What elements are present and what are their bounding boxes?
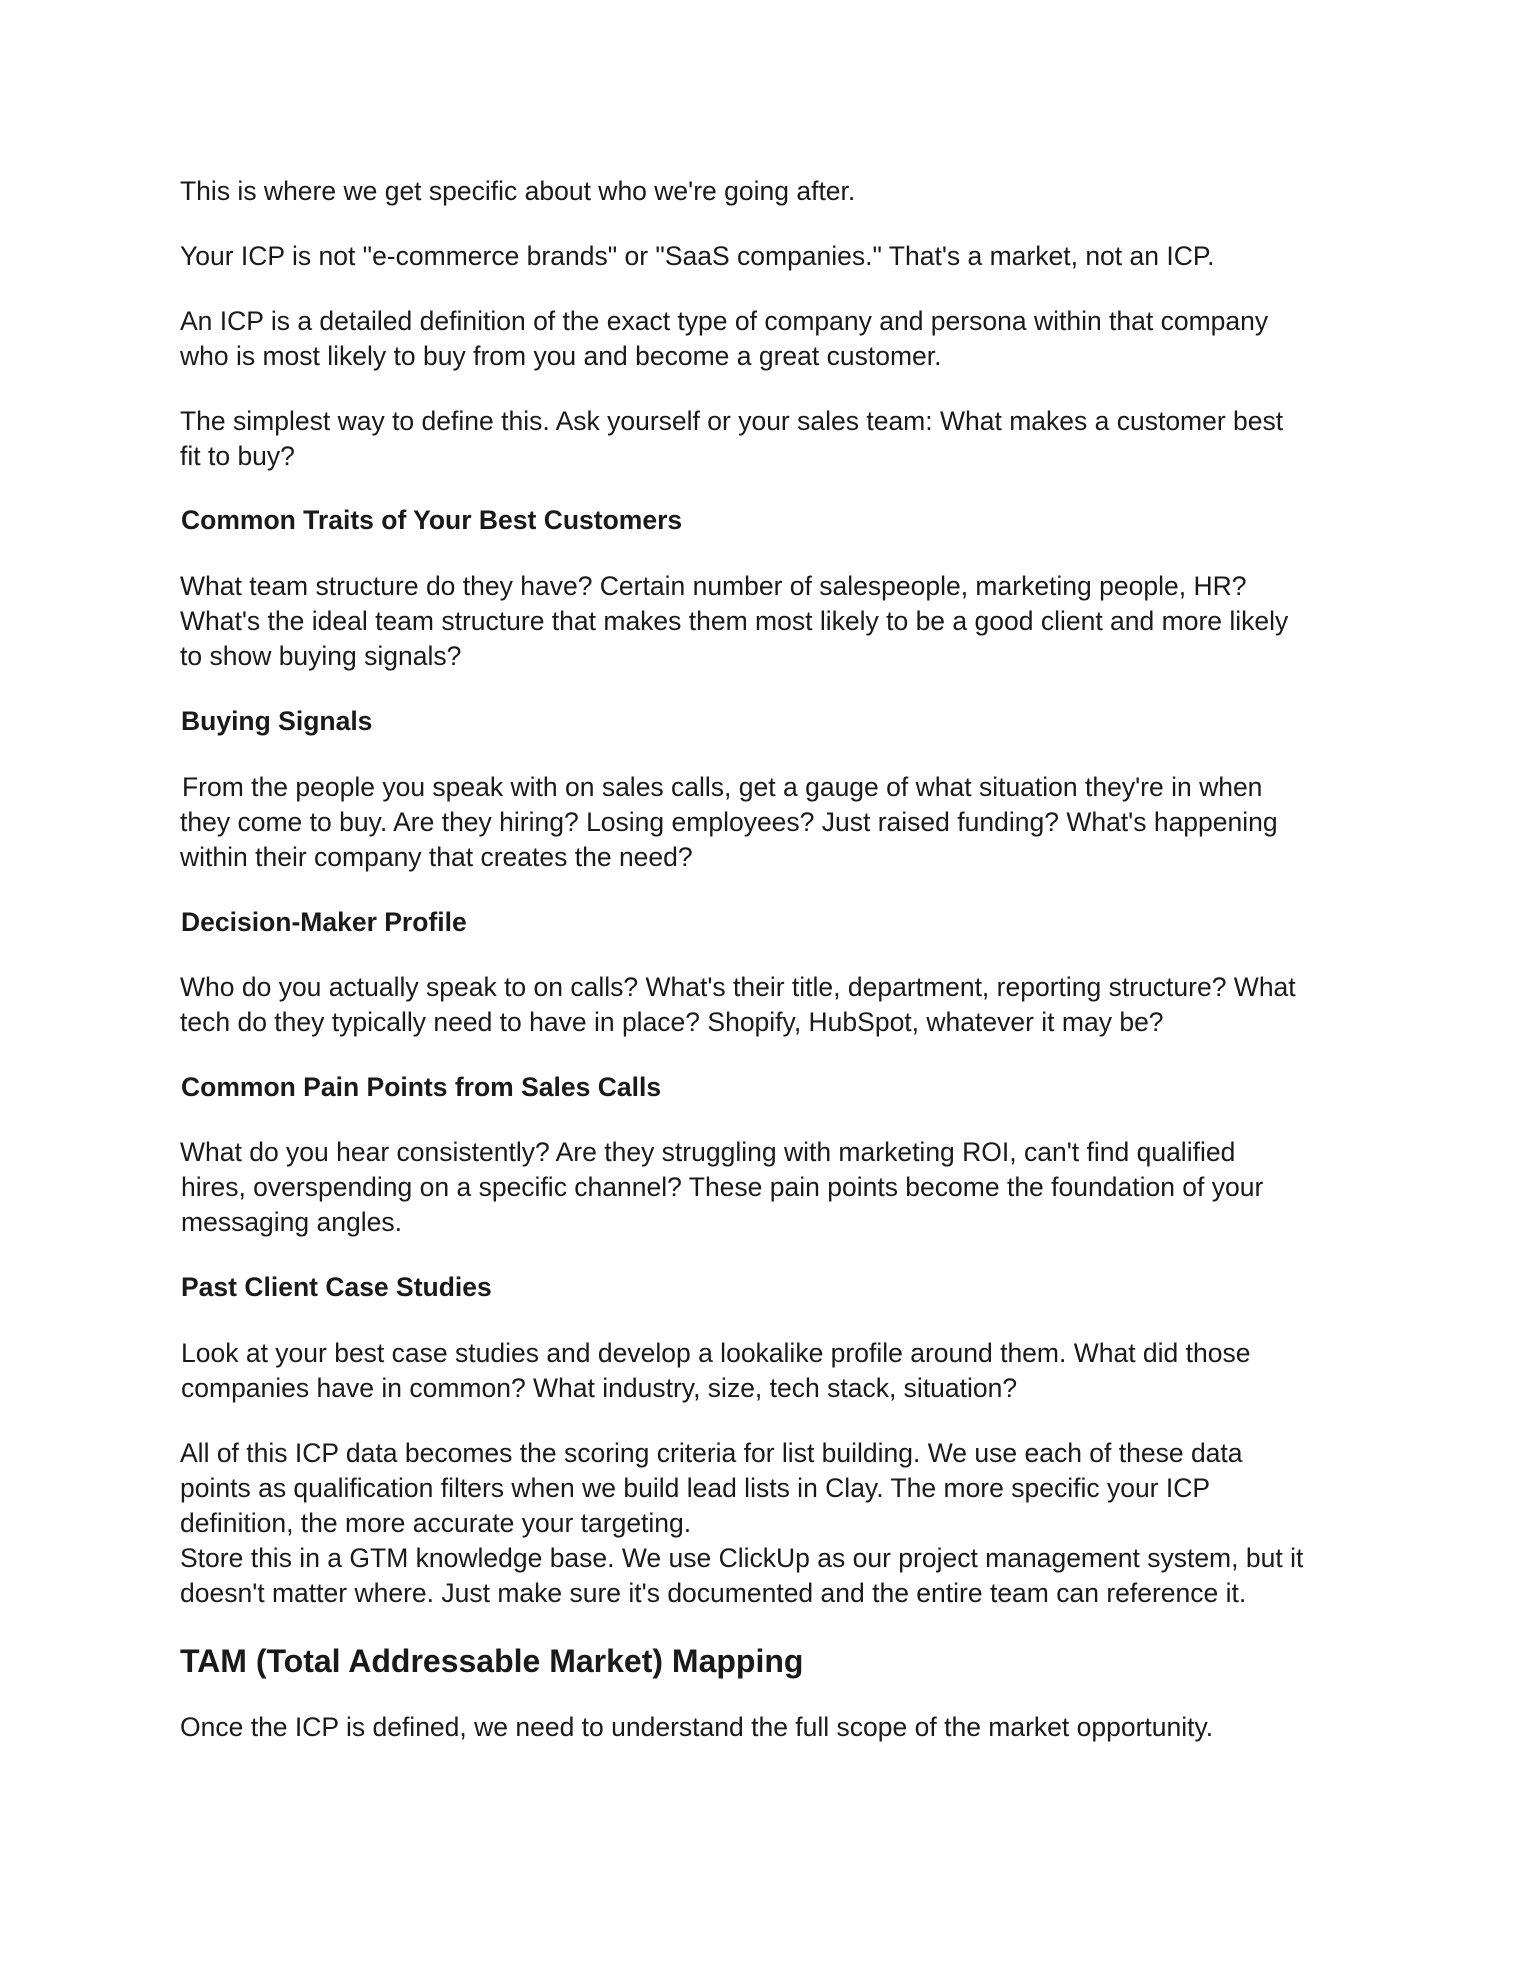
simplest-way-paragraph bbox=[180, 404, 1360, 474]
text-line: What's the ideal team structure that makes them most likely to be a good client and more likely bbox=[180, 606, 1289, 636]
text-line: An ICP is a detailed definition of the exact type of company and persona within that company bbox=[180, 306, 1269, 336]
text-line: points as qualification filters when we build lead lists in Clay. The more specific your ICP bbox=[180, 1473, 1211, 1503]
icp-not-market-paragraph bbox=[180, 239, 1360, 274]
text-line: doesn't matter where. Just make sure it's documented and the entire team can reference it. bbox=[180, 1578, 1247, 1608]
text-line: What do you hear consistently? Are they struggling with marketing ROI, can't find qualified bbox=[180, 1137, 1236, 1167]
team-structure-paragraph bbox=[180, 569, 1360, 674]
text-line: Your ICP is not "e-commerce brands" or "SaaS companies." That's a market, not an ICP. bbox=[180, 241, 1215, 271]
heading-buying-signals: Buying Signals bbox=[181, 706, 373, 736]
text-line: This is where we get specific about who we're going after. bbox=[180, 176, 856, 206]
text-line: messaging angles. bbox=[181, 1207, 402, 1237]
tam-intro-paragraph bbox=[180, 1710, 1360, 1745]
text-line: definition, the more accurate your targeting. bbox=[180, 1508, 692, 1538]
text-line: Once the ICP is defined, we need to understand the full scope of the market opportunity. bbox=[180, 1712, 1214, 1742]
intro-paragraph bbox=[180, 174, 1360, 209]
pain-points-paragraph bbox=[180, 1135, 1360, 1240]
heading-case-studies: Past Client Case Studies bbox=[181, 1272, 492, 1302]
icp-definition-paragraph bbox=[180, 304, 1360, 374]
case-studies-paragraph bbox=[180, 1336, 1360, 1406]
text-line: they come to buy. Are they hiring? Losing employees? Just raised funding? What's happening bbox=[180, 807, 1278, 837]
heading-tam-mapping: TAM (Total Addressable Market) Mapping bbox=[180, 1643, 804, 1679]
heading-pain-points: Common Pain Points from Sales Calls bbox=[181, 1072, 662, 1102]
heading-decision-maker: Decision-Maker Profile bbox=[181, 907, 467, 937]
text-line: The simplest way to define this. Ask yourself or your sales team: What makes a customer best bbox=[180, 406, 1284, 436]
text-line: Look at your best case studies and develop a lookalike profile around them. What did those bbox=[181, 1338, 1251, 1368]
text-line: who is most likely to buy from you and become a great customer. bbox=[180, 341, 942, 371]
scoring-criteria-paragraph bbox=[180, 1436, 1360, 1611]
text-line: Who do you actually speak to on calls? What's their title, department, reporting structure? What bbox=[180, 972, 1296, 1002]
text-line: fit to buy? bbox=[180, 441, 295, 471]
heading-common-traits: Common Traits of Your Best Customers bbox=[181, 505, 683, 535]
text-line: Store this in a GTM knowledge base. We use ClickUp as our project management system, but it bbox=[180, 1543, 1304, 1573]
text-line: From the people you speak with on sales calls, get a gauge of what situation they're in when bbox=[182, 772, 1263, 802]
text-line: companies have in common? What industry, size, tech stack, situation? bbox=[181, 1373, 1018, 1403]
text-line: All of this ICP data becomes the scoring criteria for list building. We use each of these data bbox=[180, 1438, 1243, 1468]
decision-maker-paragraph bbox=[180, 970, 1360, 1040]
text-line: What team structure do they have? Certain number of salespeople, marketing people, HR? bbox=[180, 571, 1247, 601]
text-line: to show buying signals? bbox=[180, 641, 462, 671]
text-line: within their company that creates the need? bbox=[180, 842, 693, 872]
text-line: tech do they typically need to have in place? Shopify, HubSpot, whatever it may be? bbox=[180, 1007, 1164, 1037]
buying-signals-paragraph bbox=[180, 770, 1360, 875]
text-line: hires, overspending on a specific channel? These pain points become the foundation of your bbox=[181, 1172, 1264, 1202]
